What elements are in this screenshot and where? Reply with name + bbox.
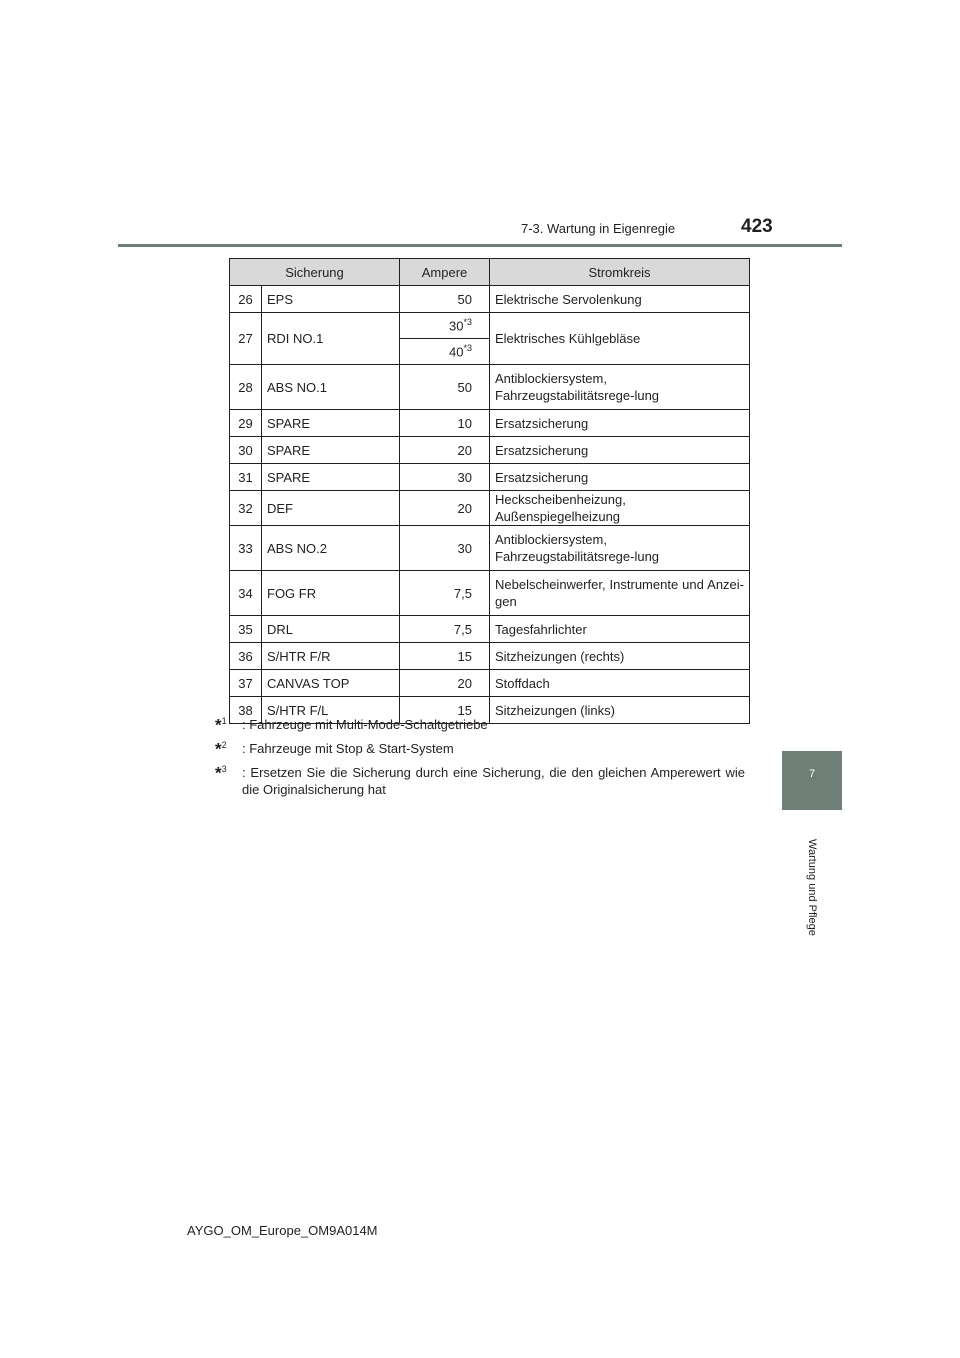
- page-number: 423: [741, 216, 773, 237]
- footnote: [215, 716, 745, 733]
- fuse-circuit: Elektrische Servolenkung: [490, 286, 750, 313]
- fuse-circuit: Antiblockiersystem, Fahrzeugstabilitätsrege-lung: [490, 526, 750, 571]
- footnote-ref: *3: [463, 317, 472, 328]
- fuse-circuit: Elektrisches Kühlgebläse: [490, 313, 750, 365]
- fuse-circuit: Ersatzsicherung: [490, 464, 750, 491]
- table-row: [230, 526, 750, 571]
- ampere-value: 40: [449, 344, 464, 360]
- document-id: AYGO_OM_Europe_OM9A014M: [187, 1223, 378, 1238]
- fuse-circuit: Antiblockiersystem, Fahrzeugstabilitätsrege-lung: [490, 365, 750, 410]
- asterisk: *: [215, 739, 222, 759]
- fuse-name: CANVAS TOP: [262, 670, 400, 697]
- table-row: [230, 365, 750, 410]
- fuse-circuit: Heckscheibenheizung, Außenspiegelheizung: [490, 491, 750, 526]
- fuse-number: 35: [230, 616, 262, 643]
- fuse-number: 37: [230, 670, 262, 697]
- footnote-text: : Ersetzen Sie die Sicherung durch eine Sicherung, die den gleichen Amperewert wie die Originalsicherung hat: [242, 765, 745, 797]
- table-header-row: [230, 259, 750, 286]
- footnote-marker: [215, 761, 227, 782]
- fuse-number: 26: [230, 286, 262, 313]
- asterisk: *: [215, 715, 222, 735]
- table-row: [230, 410, 750, 437]
- header-ampere: Ampere: [400, 259, 490, 286]
- fuse-number: 29: [230, 410, 262, 437]
- fuse-ampere: [400, 339, 490, 365]
- fuse-circuit: Sitzheizungen (rechts): [490, 643, 750, 670]
- header-circuit: Stromkreis: [490, 259, 750, 286]
- table-row: [230, 437, 750, 464]
- fuse-table: [229, 258, 750, 724]
- fuse-name: ABS NO.2: [262, 526, 400, 571]
- fuse-ampere: 50: [400, 286, 490, 313]
- table-row: [230, 616, 750, 643]
- fuse-ampere: 7,5: [400, 616, 490, 643]
- fuse-name: DEF: [262, 491, 400, 526]
- chapter-tab: [782, 751, 842, 810]
- fuse-name: S/HTR F/L: [262, 697, 400, 724]
- footnote-marker: [215, 737, 227, 758]
- fuse-number: 31: [230, 464, 262, 491]
- fuse-number: 30: [230, 437, 262, 464]
- fuse-name: ABS NO.1: [262, 365, 400, 410]
- footnote-ref: *3: [463, 343, 472, 354]
- fuse-name: SPARE: [262, 464, 400, 491]
- fuse-circuit: Sitzheizungen (links): [490, 697, 750, 724]
- footnote: [215, 740, 745, 757]
- table-row: [230, 571, 750, 616]
- footnote-marker: [215, 713, 227, 734]
- fuse-name: SPARE: [262, 410, 400, 437]
- fuse-circuit: Ersatzsicherung: [490, 410, 750, 437]
- fuse-number: 27: [230, 313, 262, 365]
- table-row: [230, 491, 750, 526]
- fuse-number: 28: [230, 365, 262, 410]
- fuse-circuit: Ersatzsicherung: [490, 437, 750, 464]
- asterisk: *: [215, 763, 222, 783]
- fuse-ampere: 15: [400, 643, 490, 670]
- fuse-name: EPS: [262, 286, 400, 313]
- fuse-name: DRL: [262, 616, 400, 643]
- fuse-number: 32: [230, 491, 262, 526]
- fuse-ampere: 20: [400, 491, 490, 526]
- fuse-name: RDI NO.1: [262, 313, 400, 365]
- table-row: [230, 313, 750, 339]
- footnotes: [215, 716, 745, 805]
- fuse-name: S/HTR F/R: [262, 643, 400, 670]
- footnote: [215, 764, 745, 798]
- header-divider: [118, 244, 842, 247]
- fuse-name: FOG FR: [262, 571, 400, 616]
- table-row: [230, 286, 750, 313]
- fuse-ampere: 10: [400, 410, 490, 437]
- fuse-number: 38: [230, 697, 262, 724]
- fuse-ampere: [400, 313, 490, 339]
- footnote-number: 2: [221, 740, 227, 750]
- fuse-ampere: 7,5: [400, 571, 490, 616]
- footnote-text: : Fahrzeuge mit Stop & Start-System: [242, 741, 454, 756]
- ampere-value: 30: [449, 318, 464, 334]
- chapter-title: Wartung und Pflege: [806, 839, 818, 936]
- table-row: [230, 670, 750, 697]
- section-title: 7-3. Wartung in Eigenregie: [521, 221, 676, 236]
- table-row: [230, 643, 750, 670]
- footnote-number: 1: [221, 716, 227, 726]
- fuse-ampere: 50: [400, 365, 490, 410]
- fuse-circuit: Stoffdach: [490, 670, 750, 697]
- fuse-ampere: 20: [400, 670, 490, 697]
- footnote-number: 3: [221, 764, 227, 774]
- footnote-text: : Fahrzeuge mit Multi-Mode-Schaltgetriebe: [242, 717, 488, 732]
- fuse-ampere: 30: [400, 526, 490, 571]
- fuse-number: 34: [230, 571, 262, 616]
- fuse-ampere: 15: [400, 697, 490, 724]
- fuse-name: SPARE: [262, 437, 400, 464]
- header-fuse: Sicherung: [230, 259, 400, 286]
- fuse-ampere: 30: [400, 464, 490, 491]
- fuse-circuit: Tagesfahrlichter: [490, 616, 750, 643]
- fuse-ampere: 20: [400, 437, 490, 464]
- fuse-circuit: Nebelscheinwerfer, Instrumente und Anzei-gen: [490, 571, 750, 616]
- table-row: [230, 464, 750, 491]
- fuse-number: 36: [230, 643, 262, 670]
- fuse-number: 33: [230, 526, 262, 571]
- chapter-number: 7: [808, 768, 816, 780]
